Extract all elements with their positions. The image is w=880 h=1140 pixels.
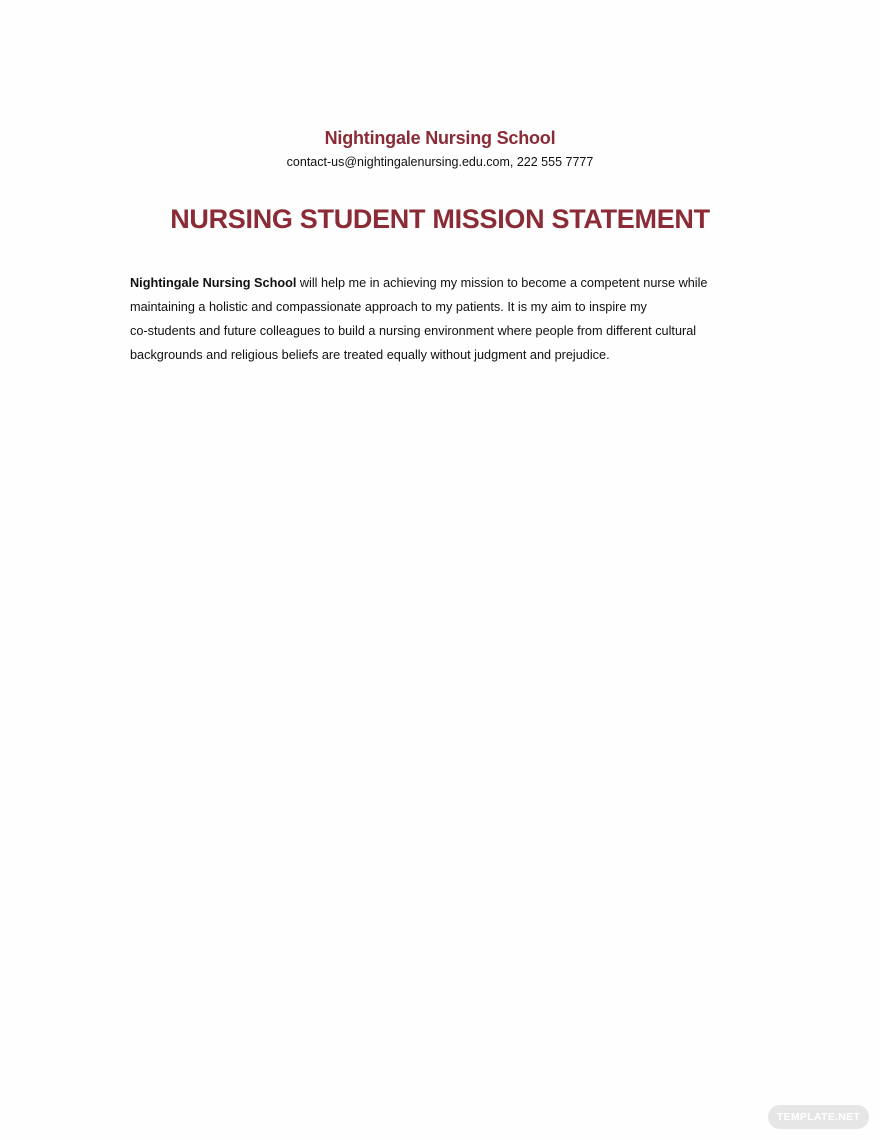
paragraph-lead-bold: Nightingale Nursing School	[130, 276, 297, 290]
mission-statement-paragraph	[130, 271, 760, 367]
paragraph-line-2: maintaining a holistic and compassionate approach to my patients. It is my aim to inspire my	[130, 300, 647, 314]
paragraph-line-4: backgrounds and religious beliefs are treated equally without judgment and prejudice.	[130, 348, 610, 362]
paragraph-line-3: co-students and future colleagues to build a nursing environment where people from different cultural	[130, 324, 697, 338]
template-watermark: TEMPLATE.NET	[768, 1105, 869, 1129]
contact-info: contact-us@nightingalenursing.edu.com, 222 555 7777	[286, 155, 594, 169]
organization-name: Nightingale Nursing School	[324, 128, 556, 148]
document-title: NURSING STUDENT MISSION STATEMENT	[170, 204, 710, 234]
paragraph-line-1-text: will help me in achieving my mission to become a competent nurse while	[296, 276, 708, 290]
paragraph-line-1	[130, 271, 760, 295]
